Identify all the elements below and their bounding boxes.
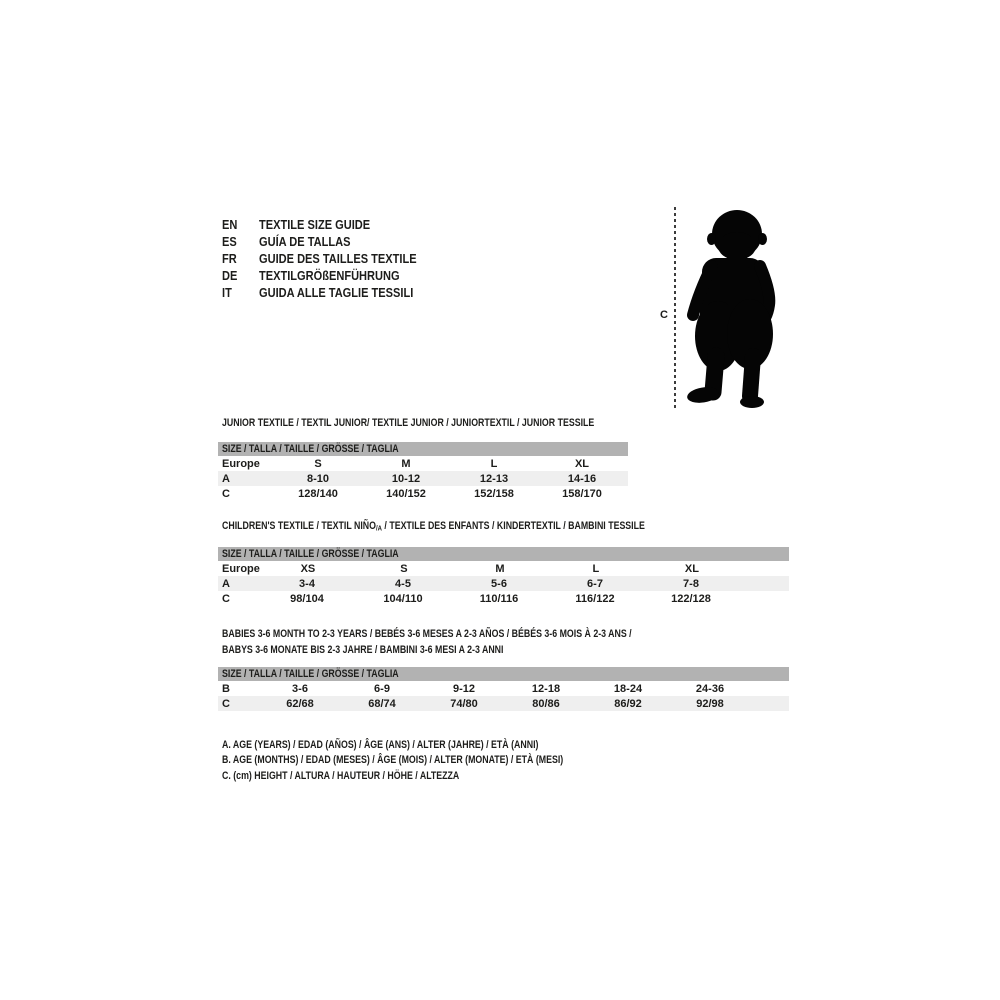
size-cell: 98/104 [290,592,324,605]
size-cell: 12-18 [531,682,561,695]
row-label: Europe [222,457,260,470]
size-cell: S [314,457,322,470]
table-row [218,471,628,486]
size-cell: 8-10 [306,472,330,485]
size-cell: 152/158 [474,487,514,500]
language-code: FR [222,251,237,266]
size-cell: 3-6 [292,682,308,695]
size-cell: 12-13 [479,472,509,485]
height-dashed-line [674,207,676,408]
legend-line: A. AGE (YEARS) / EDAD (AÑOS) / ÂGE (ANS) / ALTER (JAHRE) / ETÀ (ANNI) [222,739,539,751]
size-header-bar: SIZE / TALLA / TAILLE / GRÖSSE / TAGLIA [218,667,789,681]
language-row [222,250,444,267]
size-header-bar: SIZE / TALLA / TAILLE / GRÖSSE / TAGLIA [218,547,789,561]
table-row [218,681,789,696]
language-code: EN [222,217,238,232]
size-cell: 5-6 [491,577,507,590]
size-cell: L [592,562,600,575]
size-cell: 14-16 [567,472,597,485]
size-cell: 24-36 [695,682,725,695]
row-label: B [222,682,230,695]
language-row [222,216,444,233]
table-row [218,561,789,576]
size-cell: 18-24 [613,682,643,695]
size-cell: 6-7 [587,577,603,590]
table-title: CHILDREN'S TEXTILE / TEXTIL $NIÑO_{/A}$ / TEXTILE DES ENFANTS / KINDERTEXTIL / BAMBINI TESSILE [222,520,645,533]
size-cell: L [490,457,498,470]
size-cell: M [495,562,505,575]
size-cell: 122/128 [671,592,711,605]
legend-line: C. (cm) HEIGHT / ALTURA / HAUTEUR / HÖHE / ALTEZZA [222,769,460,782]
legend [222,738,649,784]
size-cell: 80/86 [532,697,560,710]
language-code: DE [222,268,238,283]
language-label: GUIDA ALLE TAGLIE TESSILI [259,285,414,300]
table-title: BABIES 3-6 MONTH TO 2-3 YEARS / BEBÉS 3-6 MESES A 2-3 AÑOS / BÉBÉS 3-6 MOIS À 2-3 ANS / BABYS 3-6 MONATE BIS 2-3 JAHRE / BAMBINI 3-6 MESI A 2-3 ANNI [222,628,632,656]
size-cell: 9-12 [452,682,476,695]
size-table-children [218,519,789,606]
size-cell: 62/68 [286,697,314,710]
size-cell: 140/152 [386,487,426,500]
title-subscript: /A [375,523,382,533]
size-cell: 4-5 [395,577,411,590]
language-code: IT [222,285,232,300]
size-cell: 86/92 [614,697,642,710]
size-cell: M [401,457,411,470]
size-cell: 110/116 [479,592,519,605]
table-row [218,576,789,591]
size-cell: XL [574,457,590,470]
language-label: TEXTILGRÖßENFÜHRUNG [259,268,400,283]
size-cell: 10-12 [391,472,421,485]
height-label: C [660,309,668,321]
table-row [218,696,789,711]
size-cell: 3-4 [299,577,315,590]
row-label: C [222,697,230,710]
language-row [222,284,444,301]
language-row [222,267,444,284]
language-code: ES [222,234,237,249]
size-cell: 116/122 [575,592,615,605]
size-table-babies [218,626,789,711]
size-cell: 104/110 [383,592,423,605]
size-cell: 158/170 [562,487,602,500]
row-label: C [222,487,230,500]
size-cell: S [400,562,408,575]
size-cell: XL [684,562,699,575]
size-cell: XS [300,562,316,575]
size-cell: 74/80 [450,697,478,710]
size-table-junior [218,416,628,501]
size-cell: 92/98 [696,697,724,710]
size-cell: 6-9 [374,682,390,695]
row-label: Europe [222,562,260,575]
language-label: GUÍA DE TALLAS [259,234,351,249]
language-list [222,216,444,301]
language-row [222,233,444,250]
size-cell: 7-8 [683,577,699,590]
size-cell: 128/140 [298,487,338,500]
size-cell: 68/74 [368,697,396,710]
row-label: A [222,577,230,590]
table-row [218,456,628,471]
legend-line: B. AGE (MONTHS) / EDAD (MESES) / ÂGE (MOIS) / ALTER (MONATE) / ETÀ (MESI) [222,754,564,767]
language-label: TEXTILE SIZE GUIDE [259,217,371,232]
row-label: C [222,592,230,605]
table-title: JUNIOR TEXTILE / TEXTIL JUNIOR/ TEXTILE JUNIOR / JUNIORTEXTIL / JUNIOR TESSILE [222,417,595,429]
language-label: GUIDE DES TAILLES TEXTILE [259,251,417,266]
table-row [218,591,789,606]
baby-silhouette-icon [686,204,778,410]
row-label: A [222,472,230,485]
table-row [218,486,628,501]
size-header-bar: SIZE / TALLA / TAILLE / GRÖSSE / TAGLIA [218,442,628,456]
